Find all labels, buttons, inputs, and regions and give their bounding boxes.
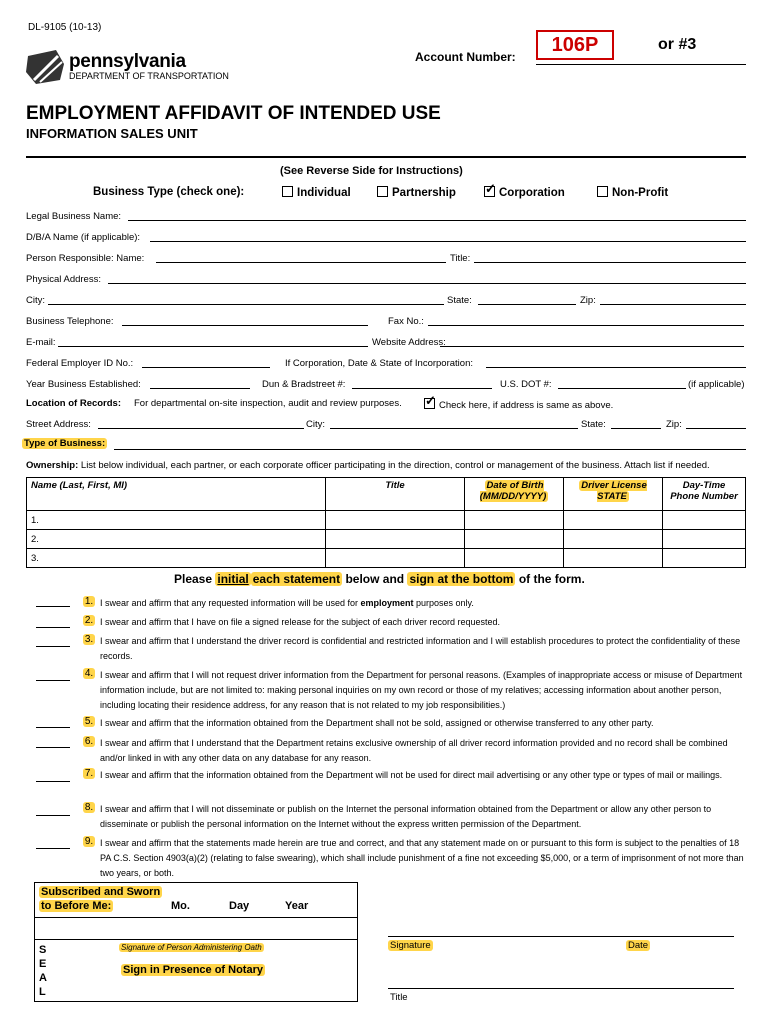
account-number-value[interactable]: 106P bbox=[536, 30, 614, 60]
page-subtitle: INFORMATION SALES UNIT bbox=[26, 126, 198, 141]
statement-7: I swear and affirm that the information obtained from the Department will not be used for direct mail advertising or any other type or types of mail or mailings. bbox=[100, 770, 723, 780]
statement-4: I swear and affirm that I will not request driver information from the Department for personal reasons. (Examples of inappropriate access or misuse of Department information include, but are not limited to: making personal inquiries on my own record or those of my relatives; accessing information about another person, including locating their residence address, for any reason that is not related to my job responsibilities.) bbox=[100, 670, 743, 710]
sign-presence-label: Sign in Presence of Notary bbox=[123, 964, 263, 976]
if-applicable-note: (if applicable) bbox=[688, 379, 745, 390]
checkbox-icon[interactable] bbox=[282, 186, 293, 197]
incorporation-label: If Corporation, Date & State of Incorporation: bbox=[285, 358, 473, 369]
option-partnership[interactable]: Partnership bbox=[377, 186, 456, 199]
subscribed-label: Subscribed and Sworn to Before Me: bbox=[41, 886, 161, 912]
statement-number: 2. bbox=[84, 615, 94, 626]
type-of-business-label: Type of Business: bbox=[24, 438, 106, 449]
street-label: Street Address: bbox=[26, 419, 91, 430]
page-title: EMPLOYMENT AFFIDAVIT OF INTENDED USE bbox=[26, 103, 441, 124]
statement-number: 7. bbox=[84, 768, 94, 779]
telephone-label: Business Telephone: bbox=[26, 316, 114, 327]
zip-label: Zip: bbox=[580, 295, 596, 306]
statement-number: 1. bbox=[84, 596, 94, 607]
state2-label: State: bbox=[581, 419, 606, 430]
checkbox-checked-icon[interactable] bbox=[424, 398, 435, 409]
col-phone: Day-Time Phone Number bbox=[663, 478, 746, 511]
statement-number: 6. bbox=[84, 736, 94, 747]
dun-label: Dun & Bradstreet #: bbox=[262, 379, 346, 390]
logo-name: pennsylvania bbox=[69, 51, 186, 72]
state-label: State: bbox=[447, 295, 472, 306]
statement-8: I swear and affirm that I will not disseminate or publish on the Internet the personal information obtained from the Department or allow any other person to disseminate or publish the personal information on the Internet without the express written permission of the Department. bbox=[100, 804, 712, 829]
statement-9: I swear and affirm that the statements made herein are true and correct, and that any statement made on or pursuant to this form is subject to the penalties of 18 PA C.S. Section 4903(a)(2) (relating to false swearing), which shall include punishment of a fine not exceeding $5,000, or a term of imprisonment of not more than two years, or both. bbox=[100, 838, 744, 878]
city-label: City: bbox=[26, 295, 45, 306]
col-dob: Date of Birth (MM/DD/YYYY) bbox=[465, 478, 564, 511]
option-individual[interactable]: Individual bbox=[282, 186, 351, 199]
checkbox-icon[interactable] bbox=[597, 186, 608, 197]
title-label: Title: bbox=[450, 253, 471, 264]
email-label: E-mail: bbox=[26, 337, 56, 348]
city2-field[interactable] bbox=[330, 428, 578, 429]
year-label: Year bbox=[285, 900, 309, 912]
statement-number: 4. bbox=[84, 668, 94, 679]
fax-field[interactable] bbox=[428, 325, 744, 326]
signature-field[interactable] bbox=[388, 936, 734, 937]
initial-field-9[interactable] bbox=[36, 848, 70, 849]
title-field[interactable] bbox=[474, 262, 746, 263]
dun-field[interactable] bbox=[352, 388, 492, 389]
statement-number: 3. bbox=[84, 634, 94, 645]
initial-field-1[interactable] bbox=[36, 606, 70, 607]
statement-2: I swear and affirm that I have on file a signed release for the subject of each driver record requested. bbox=[100, 617, 501, 627]
zip-field[interactable] bbox=[600, 304, 746, 305]
same-address-option[interactable]: ✓ Check here, if address is same as above. bbox=[424, 398, 613, 411]
initial-field-3[interactable] bbox=[36, 646, 70, 647]
year-established-field[interactable] bbox=[150, 388, 250, 389]
person-responsible-label: Person Responsible: Name: bbox=[26, 253, 145, 264]
sign-title-label: Title bbox=[390, 992, 408, 1003]
initial-field-8[interactable] bbox=[36, 815, 70, 816]
city2-label: City: bbox=[306, 419, 325, 430]
fein-field[interactable] bbox=[142, 367, 270, 368]
ownership-table bbox=[26, 477, 746, 568]
logo-subtitle: DEPARTMENT OF TRANSPORTATION bbox=[69, 71, 229, 81]
pennsylvania-logo-icon bbox=[26, 50, 66, 84]
dba-label: D/B/A Name (if applicable): bbox=[26, 232, 141, 243]
initial-field-2[interactable] bbox=[36, 627, 70, 628]
fax-label: Fax No.: bbox=[388, 316, 424, 327]
signature-label: Signature bbox=[390, 940, 431, 951]
table-row[interactable]: 1. bbox=[27, 511, 746, 530]
fein-label: Federal Employer ID No.: bbox=[26, 358, 134, 369]
state2-field[interactable] bbox=[611, 428, 661, 429]
month-label: Mo. bbox=[171, 900, 190, 912]
location-label: Location of Records: bbox=[26, 398, 122, 409]
statement-3: I swear and affirm that I understand the driver record is confidential and restricted information and I will establish procedures to protect the confidentiality of these records. bbox=[100, 636, 741, 661]
col-title: Title bbox=[326, 478, 465, 511]
account-number-label: Account Number: bbox=[415, 50, 516, 64]
usdot-label: U.S. DOT #: bbox=[500, 379, 552, 390]
option-non-profit[interactable]: Non-Profit bbox=[597, 186, 668, 199]
sig-admin-label: Signature of Person Administering Oath bbox=[121, 943, 262, 952]
ownership-note: Ownership: List below individual, each partner, or each corporate officer participating in the direction, control or management of the business. Attach list if needed. bbox=[26, 460, 710, 471]
instructions-note: (See Reverse Side for Instructions) bbox=[280, 165, 463, 177]
incorporation-field[interactable] bbox=[486, 367, 746, 368]
title-sign-field[interactable] bbox=[388, 988, 734, 989]
statement-number: 5. bbox=[84, 716, 94, 727]
date-label: Date bbox=[628, 940, 649, 951]
table-row[interactable]: 3. bbox=[27, 549, 746, 568]
usdot-field[interactable] bbox=[558, 388, 686, 389]
year-established-label: Year Business Established: bbox=[26, 379, 141, 390]
form-code: DL-9105 (10-13) bbox=[28, 22, 102, 33]
statement-6: I swear and affirm that I understand that the Department retains exclusive ownership of all driver record information provided and no record shall be combined and/or linked in with any other data on any database for any reason. bbox=[100, 738, 728, 763]
location-text: For departmental on-site inspection, audit and review purposes. bbox=[134, 398, 402, 409]
day-label: Day bbox=[229, 900, 250, 912]
seal-label: S E A L bbox=[39, 944, 47, 998]
zip2-label: Zip: bbox=[666, 419, 682, 430]
telephone-field[interactable] bbox=[122, 325, 368, 326]
initial-field-6[interactable] bbox=[36, 747, 70, 748]
website-label: Website Address: bbox=[372, 337, 446, 348]
table-row[interactable]: 2. bbox=[27, 530, 746, 549]
website-field[interactable] bbox=[440, 346, 744, 347]
account-alt: or #3 bbox=[658, 36, 697, 53]
notary-box bbox=[34, 882, 358, 1002]
statement-5: I swear and affirm that the information obtained from the Department shall not be sold, assigned or otherwise transferred to any other party. bbox=[100, 718, 654, 728]
statement-number: 9. bbox=[84, 836, 94, 847]
checkbox-checked-icon[interactable] bbox=[484, 186, 495, 197]
checkbox-icon[interactable] bbox=[377, 186, 388, 197]
initial-field-5[interactable] bbox=[36, 727, 70, 728]
statement-1: I swear and affirm that any requested information will be used for employment purposes only. bbox=[100, 598, 474, 608]
city-field[interactable] bbox=[48, 304, 444, 305]
email-field[interactable] bbox=[58, 346, 368, 347]
initial-field-4[interactable] bbox=[36, 680, 70, 681]
physical-address-label: Physical Address: bbox=[26, 274, 101, 285]
col-name: Name (Last, First, MI) bbox=[27, 478, 326, 511]
zip2-field[interactable] bbox=[686, 428, 746, 429]
statement-number: 8. bbox=[84, 802, 94, 813]
initial-instructions: Please initial each statement below and sign at the bottom of the form. bbox=[174, 572, 585, 586]
business-type-label: Business Type (check one): bbox=[93, 186, 245, 198]
col-license-state: Driver License STATE bbox=[564, 478, 663, 511]
state-field[interactable] bbox=[478, 304, 576, 305]
legal-name-label: Legal Business Name: bbox=[26, 211, 122, 222]
street-field[interactable] bbox=[98, 428, 304, 429]
physical-address-field[interactable] bbox=[108, 283, 746, 284]
type-of-business-field[interactable] bbox=[114, 449, 746, 450]
dba-field[interactable] bbox=[150, 241, 746, 242]
option-corporation[interactable]: ✓ Corporation bbox=[484, 186, 565, 199]
legal-name-field[interactable] bbox=[128, 220, 746, 221]
initial-field-7[interactable] bbox=[36, 781, 70, 782]
person-name-field[interactable] bbox=[156, 262, 446, 263]
